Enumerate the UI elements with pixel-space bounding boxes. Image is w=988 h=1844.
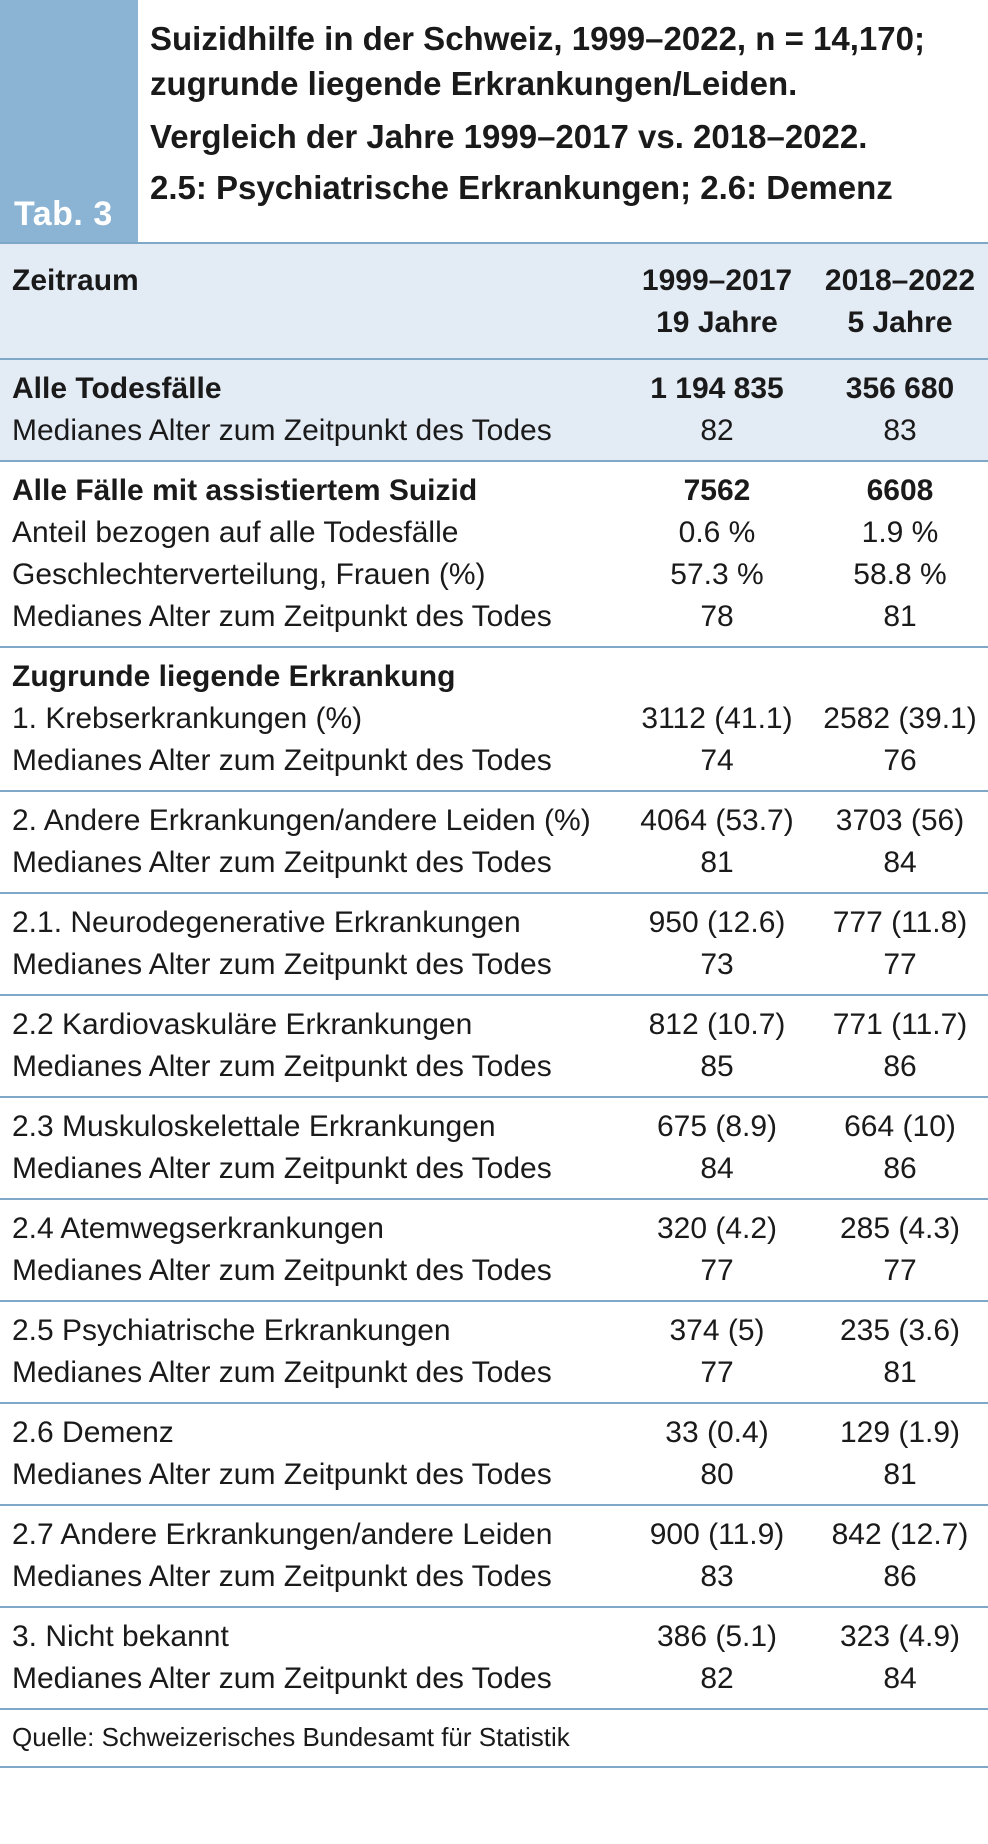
- value-1999-2017: 4064 (53.7): [640, 804, 794, 837]
- table-row: [0, 1046, 988, 1088]
- table-row-group: [0, 1302, 988, 1404]
- table-row-group: [0, 462, 988, 648]
- value-2018-2022: 777 (11.8): [832, 906, 968, 939]
- value-2018-2022: 842 (12.7): [831, 1518, 969, 1551]
- row-label: Medianes Alter zum Zeitpunkt des Todes: [12, 1254, 552, 1287]
- value-1999-2017: 73: [700, 948, 734, 981]
- row-label: 1. Krebserkrankungen (%): [12, 702, 363, 735]
- table-row: [0, 1352, 988, 1394]
- table-title: [150, 16, 984, 210]
- value-1999-2017: 81: [700, 846, 734, 879]
- value-2018-2022: 1.9 %: [861, 516, 939, 549]
- table-row: [0, 1106, 988, 1148]
- tab-number-box: [0, 0, 138, 242]
- value-2018-2022: 81: [883, 1356, 917, 1389]
- row-label: 2.6 Demenz: [12, 1416, 174, 1449]
- value-1999-2017: 0.6 %: [678, 516, 756, 549]
- tab-label: Tab. 3: [14, 195, 113, 233]
- value-2018-2022: 81: [883, 1458, 917, 1491]
- value-2018-2022: 86: [883, 1050, 917, 1083]
- row-label: Medianes Alter zum Zeitpunkt des Todes: [12, 1152, 552, 1185]
- column-header-period-1: 1999–2017: [641, 264, 793, 297]
- table-row-group: [0, 1506, 988, 1608]
- value-2018-2022: 129 (1.9): [839, 1416, 961, 1449]
- table-body: [0, 360, 988, 1710]
- title-line-3: Vergleich der Jahre 1999–2017 vs. 2018–2022.: [150, 118, 868, 155]
- table-row: [0, 740, 988, 782]
- table-row: [0, 1556, 988, 1598]
- title-line-1: Suizidhilfe in der Schweiz, 1999–2022, n = 14,170;: [150, 20, 925, 57]
- row-label: 2. Andere Erkrankungen/andere Leiden (%): [12, 804, 591, 837]
- row-label: Geschlechterverteilung, Frauen (%): [12, 558, 486, 591]
- table-row: [0, 1454, 988, 1496]
- value-2018-2022: 83: [883, 414, 917, 447]
- value-1999-2017: 320 (4.2): [656, 1212, 778, 1245]
- column-header-row: [0, 244, 988, 360]
- row-label: Medianes Alter zum Zeitpunkt des Todes: [12, 1356, 552, 1389]
- column-header-period-2: 2018–2022: [824, 264, 976, 297]
- value-1999-2017: 77: [700, 1356, 734, 1389]
- table-row: [0, 1310, 988, 1352]
- table-row: [0, 800, 988, 842]
- value-1999-2017: 57.3 %: [670, 558, 764, 591]
- table-row-group: [0, 1200, 988, 1302]
- value-1999-2017: 80: [700, 1458, 734, 1491]
- value-1999-2017: 812 (10.7): [648, 1008, 786, 1041]
- table-row-group: [0, 1608, 988, 1710]
- value-2018-2022: 2582 (39.1): [823, 702, 977, 735]
- table-row-group: [0, 894, 988, 996]
- table-row: [0, 944, 988, 986]
- row-label: 2.1. Neurodegenerative Erkrankungen: [12, 906, 521, 939]
- row-label: 2.7 Andere Erkrankungen/andere Leiden: [12, 1518, 553, 1551]
- title-line-4: 2.5: Psychiatrische Erkrankungen; 2.6: Demenz: [150, 169, 893, 206]
- row-label: 2.5 Psychiatrische Erkrankungen: [12, 1314, 451, 1347]
- table-row: [0, 596, 988, 638]
- value-1999-2017: 7562: [683, 474, 751, 507]
- row-label: Medianes Alter zum Zeitpunkt des Todes: [12, 1560, 552, 1593]
- table-header-banner: [0, 0, 988, 244]
- value-2018-2022: 84: [883, 1662, 917, 1695]
- value-2018-2022: 81: [883, 600, 917, 633]
- value-1999-2017: 33 (0.4): [665, 1416, 769, 1449]
- value-1999-2017: 1 194 835: [650, 372, 784, 405]
- row-label: Alle Fälle mit assistiertem Suizid: [12, 474, 478, 507]
- row-label: Medianes Alter zum Zeitpunkt des Todes: [12, 414, 552, 447]
- value-2018-2022: 86: [883, 1152, 917, 1185]
- value-1999-2017: 900 (11.9): [649, 1518, 785, 1551]
- value-1999-2017: 85: [700, 1050, 734, 1083]
- table-row: [0, 1616, 988, 1658]
- row-label: 2.3 Muskuloskelettale Erkrankungen: [12, 1110, 496, 1143]
- value-2018-2022: 771 (11.7): [832, 1008, 968, 1041]
- table-row-group: [0, 1404, 988, 1506]
- value-2018-2022: 235 (3.6): [839, 1314, 961, 1347]
- row-label: Medianes Alter zum Zeitpunkt des Todes: [12, 1662, 552, 1695]
- table-row: [0, 470, 988, 512]
- table-row: [0, 1148, 988, 1190]
- value-1999-2017: 386 (5.1): [656, 1620, 778, 1653]
- table-row: [0, 1412, 988, 1454]
- table-row: [0, 902, 988, 944]
- value-1999-2017: 950 (12.6): [648, 906, 786, 939]
- row-label: 3. Nicht bekannt: [12, 1620, 229, 1653]
- table-row: [0, 368, 988, 410]
- value-2018-2022: 356 680: [845, 372, 955, 405]
- value-2018-2022: 6608: [866, 474, 934, 507]
- table-row-group: [0, 360, 988, 462]
- value-1999-2017: 83: [700, 1560, 734, 1593]
- table-row: [0, 512, 988, 554]
- table-row: [0, 410, 988, 452]
- value-1999-2017: 82: [700, 1662, 734, 1695]
- value-1999-2017: 675 (8.9): [656, 1110, 778, 1143]
- value-1999-2017: 82: [700, 414, 734, 447]
- value-1999-2017: 77: [700, 1254, 734, 1287]
- row-label: Anteil bezogen auf alle Todesfälle: [12, 516, 459, 549]
- row-label: Medianes Alter zum Zeitpunkt des Todes: [12, 1050, 552, 1083]
- value-1999-2017: 74: [700, 744, 734, 777]
- row-label: Medianes Alter zum Zeitpunkt des Todes: [12, 600, 552, 633]
- table-row-group: [0, 996, 988, 1098]
- row-label: Medianes Alter zum Zeitpunkt des Todes: [12, 1458, 552, 1491]
- value-1999-2017: 84: [700, 1152, 734, 1185]
- table-row: [0, 842, 988, 884]
- row-label: 2.4 Atemwegserkrankungen: [12, 1212, 384, 1245]
- value-2018-2022: 77: [883, 1254, 917, 1287]
- column-header-years-2: 5 Jahre: [847, 306, 953, 339]
- column-header-years-1: 19 Jahre: [656, 306, 778, 339]
- row-label: Alle Todesfälle: [12, 372, 222, 405]
- table-row: [0, 1250, 988, 1292]
- row-label: Medianes Alter zum Zeitpunkt des Todes: [12, 948, 552, 981]
- value-1999-2017: 374 (5): [669, 1314, 765, 1347]
- value-2018-2022: 84: [883, 846, 917, 879]
- value-2018-2022: 76: [883, 744, 917, 777]
- table-row: [0, 554, 988, 596]
- value-2018-2022: 58.8 %: [853, 558, 947, 591]
- value-2018-2022: 77: [883, 948, 917, 981]
- value-2018-2022: 86: [883, 1560, 917, 1593]
- row-label: 2.2 Kardiovaskuläre Erkrankungen: [12, 1008, 473, 1041]
- table-row: [0, 1514, 988, 1556]
- column-header-label: Zeitraum: [12, 264, 139, 297]
- value-2018-2022: 664 (10): [844, 1110, 956, 1143]
- value-2018-2022: 323 (4.9): [839, 1620, 961, 1653]
- title-line-2: zugrunde liegende Erkrankungen/Leiden.: [150, 65, 798, 102]
- value-2018-2022: 285 (4.3): [839, 1212, 961, 1245]
- source-note: Quelle: Schweizerisches Bundesamt für Statistik: [0, 1710, 988, 1768]
- table-row: [0, 698, 988, 740]
- row-label: Medianes Alter zum Zeitpunkt des Todes: [12, 744, 552, 777]
- value-1999-2017: 3112 (41.1): [641, 702, 793, 735]
- table-row: [0, 1208, 988, 1250]
- value-2018-2022: 3703 (56): [835, 804, 965, 837]
- table-row: [0, 1004, 988, 1046]
- table-row-group: [0, 648, 988, 792]
- table-row-group: [0, 1098, 988, 1200]
- value-1999-2017: 78: [700, 600, 734, 633]
- table-row-group: [0, 792, 988, 894]
- section-heading: Zugrunde liegende Erkrankung: [12, 660, 456, 693]
- row-label: Medianes Alter zum Zeitpunkt des Todes: [12, 846, 552, 879]
- table-row: [0, 1658, 988, 1700]
